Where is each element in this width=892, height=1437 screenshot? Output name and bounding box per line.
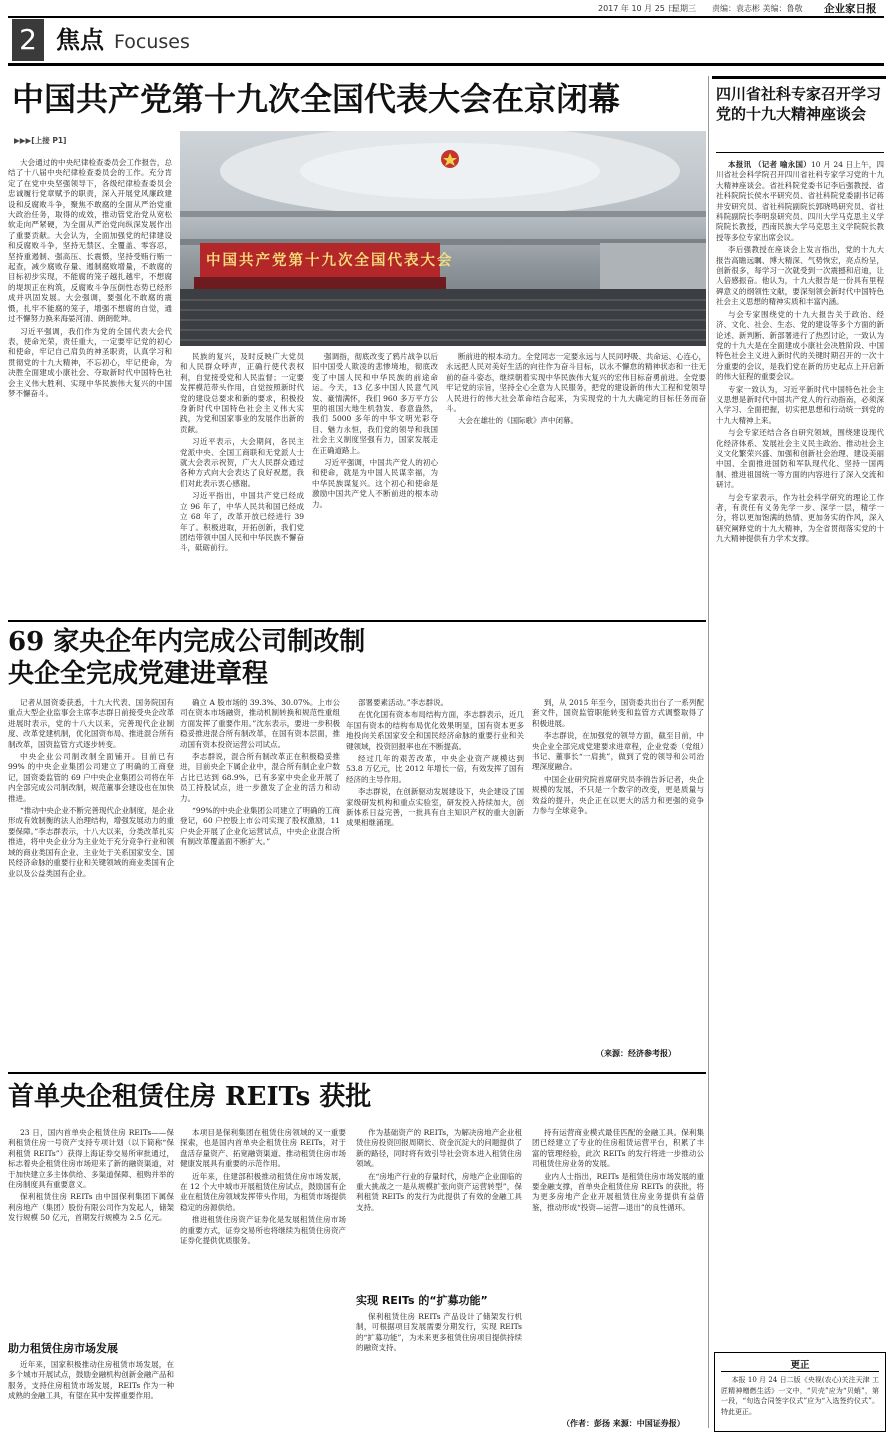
side-article-top-rule	[712, 76, 886, 79]
main-article-column-4: 断前进的根本动力。全党同志一定要永远与人民同呼吸、共命运、心连心，永远把人民对美好生活的向往作为奋斗目标，以永不懈怠的精神状态和一往无前的奋斗姿态，继续朝着实现中华民族伟大复兴的宏伟目标奋勇前进。全党要牢记党的宗旨，坚持全心全意为人民服务，把党的建设新的伟大工程和党领导人民进行的伟大社会革命结合起来，为实现党的十九大确定的目标任务而奋斗。 大会在雄壮的《国际歌》声中闭幕。	[446, 352, 706, 426]
header-rule	[8, 16, 884, 18]
correction-title: 更正	[790, 1360, 810, 1371]
third-article-column-2: 本项目是保利集团在租赁住房领域的又一重要探索，也是国内首单央企租赁住房 REITs，对于盘活存量资产、拓宽融资渠道、推动租赁住房市场健康发展具有重要的示范作用。 近年来，住建部积极推动租赁住房市场发展，在 12 个大中城市开展租赁住房试点，鼓励国有企业在租赁住房领域发挥带头作用，为租赁市场提供稳定的房源供给。 推进租赁住房资产证券化是发展租赁住房市场的重要方式，证券交易所也将继续为租赁住房资产证券化提供优质服务。	[180, 1128, 346, 1246]
side-article-byline: 本报讯 （记者 喻永国）	[728, 160, 811, 169]
section-name-cn: 焦点	[56, 26, 104, 54]
main-article-title: 中国共产党第十九次全国代表大会在京闭幕	[12, 80, 621, 118]
main-article-continued: ▶▶▶[上接 P1]	[14, 136, 67, 145]
third-article-column-3b: 保利租赁住房 REITs 产品设计了储架发行机制，可根据项目发展需要分期发行，实现 REITs 的“扩募功能”，为未来更多租赁住房项目提供持续的融资支持。	[356, 1312, 522, 1353]
second-article-title-1: 69 家央企年内完成公司制改制	[8, 627, 366, 657]
second-article-title-2: 央企全完成党建进章程	[8, 659, 269, 689]
side-article-title: 四川省社科专家召开学习党的十九大精神座谈会	[716, 85, 882, 123]
congress-photo	[180, 131, 706, 346]
third-article-title: 首单央企租赁住房 REITs 获批	[8, 1082, 372, 1112]
correction-rule	[721, 1371, 879, 1372]
side-article-body: 本报讯 （记者 喻永国）10 月 24 日上午，四川省社会科学院召开四川省社科专家学习党的十九大精神座谈会。省社科院党委书记李后强教授、省社科院院长侯水平研究员、省社科院党委副书记蒋井安研究员、省社科院副院长郭晓鸣研究员、省社科院副院长李明泉研究员、四川大学马克思主义学院院长教授，西南民族大学马克思主义学院院长教授等多位专家出席会议。 李后强教授在座谈会上发言指出，党的十九大报告高瞻远瞩、博大精深、气势恢宏，亮点纷呈，创新很多，每学习一次就受到一次震撼和启迪，让人倍感振奋。他认为，十九大报告是一份具有里程碑意义的纲领性文献，要深刻领会新时代中国特色社会主义思想的精神实质和丰富内涵。 与会专家围绕党的十九大报告关于政治、经济、文化、社会、生态、党的建设等多个方面的新论述、新判断、新部署进行了热烈讨论，一致认为党的十九大是在全面建成小康社会决胜阶段、中国特色社会主义进入新时代的关键时期召开的一次十分重要的会议，是我们党在新的历史起点上开启新的伟大征程的重要会议。 专家一致认为，习近平新时代中国特色社会主义思想是新时代中国共产党人的行动指南，必须深入学习、全面把握，切实把思想和行动统一到党的十九大精神上来。 与会专家还结合各自研究领域，围绕建设现代化经济体系、发展社会主义民主政治、推动社会主义文化繁荣兴盛、加强和创新社会治理、建设美丽中国、全面推进国防和军队现代化、坚持一国两制、推进祖国统一等方面的内容进行了深入交流和研讨。 与会专家表示，作为社会科学研究的理论工作者，有责任有义务先学一步、深学一层，精学一分，将以更加饱满的热情、更加务实的作风，深入研究阐释党的十九大精神，为全省贯彻落实党的十九大精神提供有力学术支撑。	[716, 160, 884, 544]
main-article-column-3: 强调指，彻底改变了鸦片战争以后旧中国受人欺凌的悲惨境地，彻底改变了中国人民和中华民族的前途命运。今天，13 亿多中国人民意气风发、豪情满怀，我们 960 多万平方公里的祖国大地生机勃发、春意盎然，我们 5000 多年的中华文明光彩夺目、魅力永恒，我们党的领导和我国社会主义制度坚强有力，国家发展走在正确道路上。 习近平强调，中国共产党人的初心和使命，就是为中国人民谋幸福，为中华民族谋复兴。这个初心和使命是激励中国共产党人不断前进的根本动力。	[312, 352, 438, 509]
header-editor: 责编：袁志彬 美编：鲁敬	[712, 4, 803, 13]
side-article-divider	[708, 76, 709, 1428]
header-date: 2017 年 10 月 25 日	[598, 4, 676, 13]
third-article-column-3: 作为基础资产的 REITs，为解决房地产企业租赁住房投资回报周期长、资金沉淀大的问题提供了新的路径，同时将有效引导社会资本进入租赁住房领域。 在“房地产行业的存量时代，房地产企业面临的重大挑战之一是从规模扩张向资产运营转型”，保利租赁 REITs 的发行为此提供了有效的金融工具支持。	[356, 1128, 522, 1212]
main-article-column-2: 民族的复兴，及时反映广大党员和人民群众呼声，正确行使代表权利，自觉接受党和人民监督；一定要发挥模范带头作用，自觉按照新时代党的建设总要求和新的要求，积极投身新时代中国特色社会主义伟大实践，为党和国家事业的发展作出新的贡献。 习近平表示，大会期间，各民主党派中央、全国工商联和无党派人士就大会表示祝贺，广大人民群众通过各种方式向大会表达了良好祝愿，我们对此表示衷心感谢。 习近平指出，中国共产党已经成立 96 年了，中华人民共和国已经成立 68 年了，改革开放已经进行 39 年了。积极进取，开拓创新，我们党团结带领中国人民和中华民族不懈奋斗，砥砺前行。	[180, 352, 304, 553]
second-article-column-4: 到，从 2015 年至今，国资委共出台了一系列配套文件，国资监管职能转变和监管方式调整取得了积极进展。 李志群说，在加强党的领导方面，截至目前，中央企业全部完成党建要求进章程，企业党委（党组）书记、董事长“一肩挑”，做到了党的领导和公司治理深度融合。 中国企业研究院首席研究员李锦告诉记者，央企规模的发展，不只是一个数字的改变，更是质量与效益的提升，央企正在以更大的活力和更强的竞争力参与全球竞争。	[532, 698, 704, 816]
paper-name: 企业家日报	[824, 3, 877, 15]
third-article-column-4: 持有运营商业模式最佳匹配的金融工具。保利集团已经建立了专业的住房租赁运营平台，积累了丰富的管理经验，此次 REITs 的发行将进一步推动公司租赁住房业务的发展。 业内人士指出，REITs 是租赁住房市场发展的重要金融支撑，首单央企租赁住房 REITs 的获批，将为更多房地产企业开展租赁住房业务提供有益借鉴，推动形成“投资—运营—退出”的良性循环。	[532, 1128, 704, 1212]
section-name-en: Focuses	[114, 31, 190, 53]
second-article-column-2: 确立 A 股市场的 39.3%、30.07%。上市公司在资本市场融资，推动机制转换和规范性重组方面发挥了重要作用。”沈东表示，要进一步积极稳妥推进混合所有制改革，在国有资本层面，推动国有资本投资运营公司试点。 李志群说，混合所有制改革正在积极稳妥推进，目前央企下属企业中，混合所有制企业户数占比已达到 68.9%，已有多家中央企业开展了员工持股试点，进一步激发了企业的活力和动力。 “99%的中央企业集团公司建立了明确的工商登记，60 户控股上市公司实现了股权激励，11 户央企开展了企业化运营试点，中央企业混合所有制改革覆盖面不断扩大。”	[180, 698, 340, 847]
second-article-column-3: 部署要素活动。”李志群说。 在优化国有资本布局结构方面，李志群表示，近几年国有资本的结构布局优化效果明显，国有资本更多地投向关系国家安全和国民经济命脉的重要行业和关键领域，投资回报率也在不断提高。 经过几年的艰苦改革，中央企业资产规模达到 53.8 万亿元，比 2012 年增长一倍，有效发挥了国有经济的主导作用。 李志群说，在创新驱动发展建设下，央企建设了国家级研发机构和重点实验室，研发投入持续加大，创新体系日益完善，一批具有自主知识产权的重大创新成果相继涌现。	[346, 698, 524, 828]
second-article-column-1: 记者从国资委获悉，十九大代表、国务院国有重点大型企业监事会主席李志群日前接受央企改革进展时表示，党的十八大以来，完善现代企业制度、改革党建机制，优化国资布局、推进混合所有制改革，国资监管方式逐步转变。 中央企业公司制改制全面铺开。目前已有 99% 的中央企业集团公司建立了明确的工商登记，国资委监管的 69 户中央企业集团公司将在年内全部完成公司制改制，规范董事会建设也在加快推进。 “推动中央企业不断完善现代企业制度，是企业形成有效制衡的法人治理结构，增强发展动力的重要保障。”李志群表示，十八大以来，分类改革扎实推进，将中央企业分为主业处于充分竞争行业和领域的商业类国有企业、主业处于关系国家安全、国民经济命脉的重要行业和关键领域的商业类国有企业以及公益类国有企业。	[8, 698, 174, 878]
third-article-column-1: 23 日，国内首单央企租赁住房 REITs——保利租赁住房一号资产支持专项计划（以下简称“保利租赁 REITs”）获得上海证券交易所审批通过，标志着央企租赁住房市场迎来了新的融资渠道，对于加快建立多主体供给、多渠道保障、租购并举的住房制度具有重要意义。 保利租赁住房 REITs 由中国保利集团下属保利房地产（集团）股份有限公司作为发起人，储架发行规模 50 亿元，首期发行规模为 2.5 亿元。	[8, 1128, 174, 1223]
second-article-top-rule	[8, 620, 706, 622]
main-article-column-1: 大会通过的中央纪律检查委员会工作报告，总结了十八届中央纪律检查委员会的工作。充分肯定了在党中央坚强领导下，各级纪律检查委员会忠诚履行党章赋予的职责，深入开展党风廉政建设和反腐败斗争，聚焦不敢腐的全面从严治党重大政治任务，取得的成效，推动管党治党从宽松软走向严紧硬，为全面从严治党向纵深发展作出了重要贡献。大会认为，全面加强党的纪律建设和反腐败斗争，坚持无禁区、全覆盖、零容忍，坚持重遏制、强高压、长震慑，坚持受贿行贿一起查，减少腐败存量、遏制腐败增量，不敢腐的目标初步实现，不能腐的笼子越扎越牢，不想腐的堤坝正在构筑，反腐败斗争压倒性态势已经形成并巩固发展。大会强调，要强化不敢腐的震慑，扎牢不能腐的笼子，增强不想腐的自觉，通过不懈努力换来海晏河清、朗朗乾坤。 习近平强调，我们作为党的全国代表大会代表，使命光荣，责任重大，一定要牢记党的初心和使命，牢记自己肩负的神圣职责，认真学习和贯彻党的十九大精神，不忘初心，牢记使命，为决胜全面建成小康社会、夺取新时代中国特色社会主义伟大胜利、实现中华民族伟大复兴的中国梦不懈奋斗。	[8, 158, 172, 398]
header-weekday: 星期三	[672, 4, 696, 13]
side-article-title-rule	[716, 152, 884, 153]
section-number: 2	[12, 19, 44, 61]
third-article-top-rule	[8, 1072, 706, 1074]
third-article-column-1b: 近年来，国家积极推动住房租赁市场发展，在多个城市开展试点，鼓励金融机构创新金融产品和服务，支持住房租赁市场发展，REITs 作为一种成熟的金融工具，有望在其中发挥重要作用。	[8, 1360, 174, 1401]
correction-text: 本报 10 月 24 日二版《央视(农心)关注天津 工匠精神赠燃生活》一文中，“贝壳”应为“贝蛸”，第一段，“旬选合同签字仪式”应为“入选签约仪式”。特此更正。	[721, 1376, 879, 1416]
third-article-subheading-1: 助力租赁住房市场发展	[8, 1342, 118, 1355]
photo-banner: 中国共产党第十九次全国代表大会	[206, 252, 454, 269]
section-rule	[8, 63, 884, 66]
third-article-source: （作者：彭扬 来源：中国证券报）	[562, 1419, 685, 1428]
third-article-subheading-2: 实现 REITs 的“扩募功能”	[356, 1294, 488, 1307]
congress-photo-art	[180, 131, 706, 346]
correction-box	[714, 1352, 886, 1432]
second-article-source: （来源：经济参考报）	[596, 1049, 676, 1058]
